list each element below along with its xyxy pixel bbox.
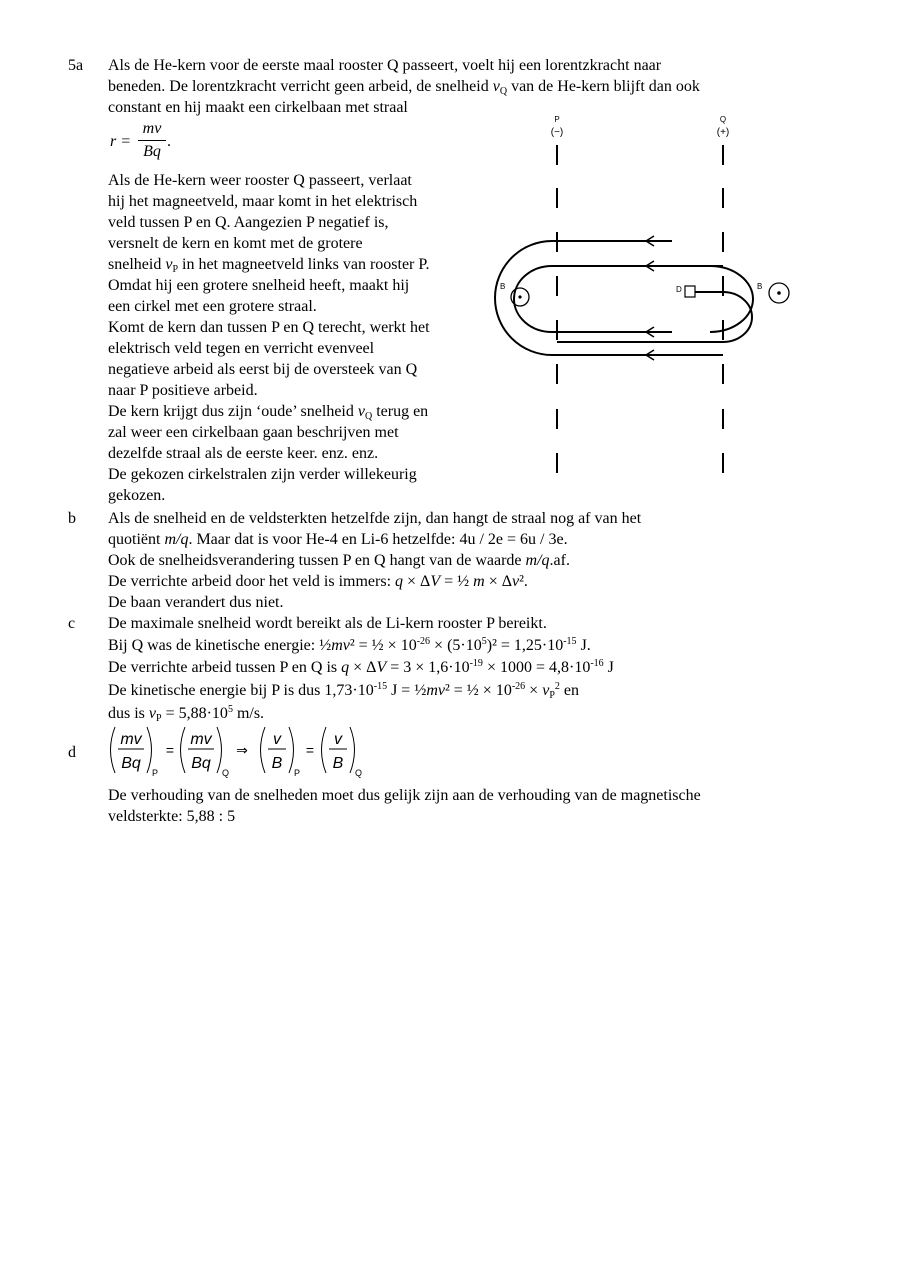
ratio-frac-1-den: Bq	[121, 755, 141, 772]
radius-formula-lhs: r =	[110, 133, 132, 150]
answer-c-line-5: dus is $v_P = 5,88\cdot 10^5$ m/s.	[108, 704, 265, 724]
answer-5a-para-line-9: elektrisch veld tegen en verricht evenveel	[108, 340, 375, 357]
answer-5a-para-line-5: snelheid $v_P$ in het magneetveld links van rooster P.	[108, 256, 430, 275]
answer-5a-para-line-7: een cirkel met een grotere straal.	[108, 298, 317, 315]
answer-c-line-1: De maximale snelheid wordt bereikt als de Li-kern rooster P bereikt.	[108, 615, 547, 632]
answer-d-line-1: De verhouding van de snelheden moet dus gelijk zijn aan de verhouding van de magnetische	[108, 787, 701, 804]
source-d-box	[685, 286, 695, 297]
radius-formula-fraction: mv Bq	[136, 118, 172, 164]
answer-5a-para-line-2: hij het magneetveld, maar komt in het elektrisch	[108, 193, 418, 210]
ratio-frac-3-den: B	[271, 755, 283, 772]
grid-q-label: Q	[719, 115, 727, 124]
ratio-implies: ⇒	[236, 742, 248, 758]
answer-b-line-2: quotiënt m/q. Maar dat is voor He-4 en Li-6 hetzelfde: 4u / 2e = 6u / 3e.	[108, 531, 568, 548]
question-label-b: b	[68, 510, 76, 527]
answer-5a-line-2: beneden. De lorentzkracht verricht geen arbeid, de snelheid $v_Q$ van de He-kern blijft dan ook	[108, 78, 700, 97]
source-d-label: D	[676, 285, 682, 294]
ratio-frac-2-sub: Q	[222, 768, 230, 778]
grid-p-label: P	[554, 115, 560, 124]
grid-q-sign: (+)	[716, 127, 730, 138]
field-b-left-label: B	[500, 282, 506, 291]
ratio-frac-4-num: v	[334, 731, 342, 748]
ratio-equals-2: =	[305, 742, 315, 758]
ratio-frac-3-sub: P	[294, 768, 301, 778]
answer-5a-para-line-8: Komt de kern dan tussen P en Q terecht, werkt het	[108, 319, 430, 336]
ratio-frac-1-sub: P	[152, 768, 159, 778]
answer-5a-para-line-13: zal weer een cirkelbaan gaan beschrijven met	[108, 424, 399, 441]
ratio-equals-1: =	[165, 742, 175, 758]
field-b-right-label: B	[757, 282, 763, 291]
answer-5a-para-line-10: negatieve arbeid als eerst bij de oversteek van Q	[108, 361, 418, 378]
question-label-5a: 5a	[68, 57, 84, 74]
orbit-diagram	[490, 110, 820, 480]
answer-5a-para-line-1: Als de He-kern weer rooster Q passeert, verlaat	[108, 172, 412, 189]
answer-b-line-3: Ook de snelheidsverandering tussen P en Q hangt van de waarde m/q.af.	[108, 552, 570, 569]
answer-5a-para-line-16: gekozen.	[108, 487, 166, 504]
answer-c-line-4: De kinetische energie bij P is dus $1,73\cdot 10^{-15}$ J = ½mv² = ½ × $10^{-26} \times v_P^2$ en	[108, 681, 579, 701]
orbit-path	[495, 241, 753, 355]
answer-5a-line-3: constant en hij maakt een cirkelbaan met straal	[108, 99, 408, 116]
answer-5a-para-line-11: naar P positieve arbeid.	[108, 382, 258, 399]
answer-b-line-1: Als de snelheid en de veldsterkten hetzelfde zijn, dan hangt de straal nog af van het	[108, 510, 642, 527]
answer-5a-para-line-14: dezelfde straal als de eerste keer. enz. enz.	[108, 445, 379, 462]
ratio-frac-2-den: Bq	[191, 755, 211, 772]
answer-b-line-4: De verrichte arbeid door het veld is immers: q × ΔV = ½ m × Δv².	[108, 573, 528, 590]
ratio-frac-1-num: mv	[120, 731, 142, 748]
ratio-frac-2-num: mv	[190, 731, 212, 748]
radius-formula-period: .	[167, 133, 171, 150]
ratio-frac-4-sub: Q	[355, 768, 363, 778]
grid-p-sign: (−)	[550, 127, 564, 138]
answer-b-line-5: De baan verandert dus niet.	[108, 594, 284, 611]
answer-5a-para-line-12: De kern krijgt dus zijn ‘oude’ snelheid $v_Q$ terug en	[108, 403, 429, 422]
answer-c-line-2: Bij Q was de kinetische energie: ½mv² = ½ × $10^{-26} \times (5\cdot 10^5)^2 = 1,25\cdot 10^{-15}$ J.	[108, 636, 591, 654]
question-label-d: d	[68, 744, 76, 761]
answer-5a-para-line-3: veld tussen P en Q. Aangezien P negatief is,	[108, 214, 389, 231]
ratio-frac-3-num: v	[273, 731, 281, 748]
question-label-c: c	[68, 615, 76, 632]
ratio-equation	[106, 724, 386, 782]
answer-d-line-2: veldsterkte: 5,88 : 5	[108, 808, 236, 825]
answer-5a-para-line-6: Omdat hij een grotere snelheid heeft, maakt hij	[108, 277, 410, 294]
answer-c-line-3: De verrichte arbeid tussen P en Q is $q \times \Delta V = 3 \times 1,6\cdot 10^{-19} \times 1000 = 4,8\cdot 10^{-16}$ J	[108, 658, 614, 676]
answer-5a-line-1: Als de He-kern voor de eerste maal rooster Q passeert, voelt hij een lorentzkracht naar	[108, 57, 662, 74]
ratio-frac-4-den: B	[332, 755, 344, 772]
answer-5a-para-line-15: De gekozen cirkelstralen zijn verder willekeurig	[108, 466, 417, 483]
answer-5a-para-line-4: versnelt de kern en komt met de grotere	[108, 235, 363, 252]
